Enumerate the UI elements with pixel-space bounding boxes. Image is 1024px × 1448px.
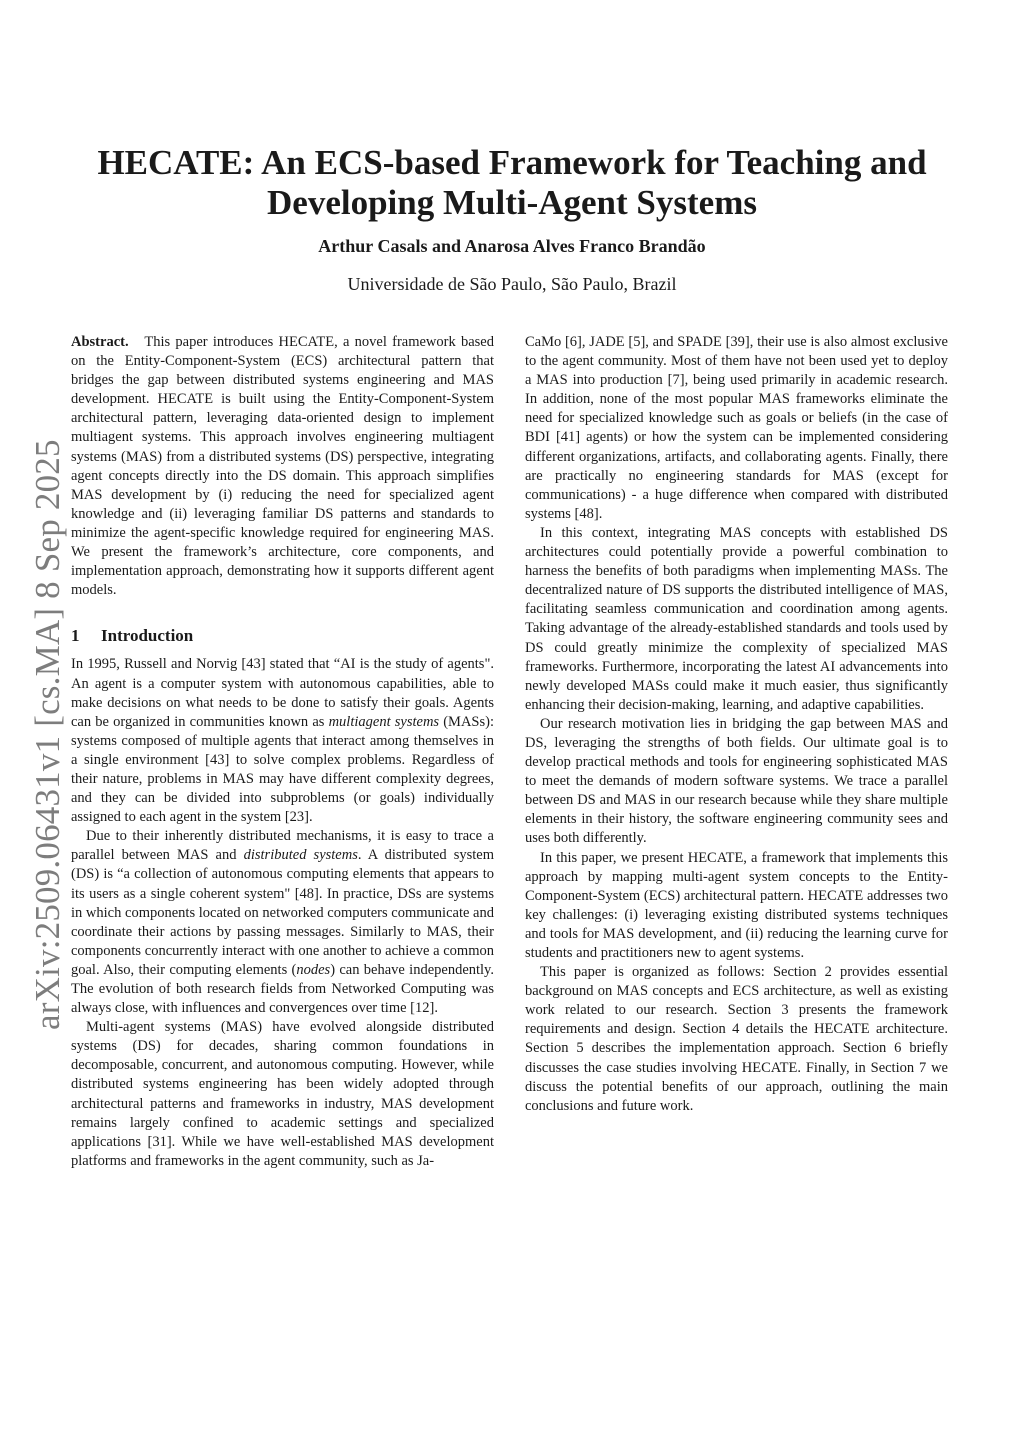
intro-p1-emphasis: multiagent systems [328, 713, 440, 730]
right-column [525, 333, 948, 1116]
abstract [71, 333, 494, 600]
intro-p2-text-a: Due to their inherently distributed mechanisms, it is easy to trace a parallel between MAS and [71, 828, 494, 864]
authors: Arthur Casals and Anarosa Alves Franco Brandão [318, 236, 706, 256]
affiliation: Universidade de São Paulo, São Paulo, Brazil [347, 274, 677, 294]
intro-p3-text-left: Multi-agent systems (MAS) have evolved alongside distributed systems (DS) for decades, sharing common foundations in decomposable, concurrent, and autonomous computing. However, while distributed systems engineering has been widely adopted through architectural patterns and frameworks in industry, MAS development remains largely confined to academic settings and specialized applications [31]. While we have well-established MAS development platforms and frameworks in the agent community, such as Ja- [71, 1019, 494, 1169]
intro-paragraph-3-start [71, 1018, 494, 1171]
section-heading-introduction [71, 626, 494, 645]
intro-paragraph-5: Our research motivation lies in bridging the gap between MAS and DS, leveraging the strengths of both fields. Our ultimate goal is to develop practical methods and tools for engineering sophisticated MAS to meet the demands of modern software systems. We trace a parallel between DS and MAS in our research because while they share multiple elements in their history, the software engineering community sees and uses both differently. [525, 715, 948, 847]
intro-p2-text-c: ) can behave independently. The evolution of both research fields from Networked Computing was always close, with influences and convergences over time [12]. [71, 961, 494, 1017]
arxiv-side-stamp: arXiv:2509.06431v1 [cs.MA] 8 Sep 2025 [28, 439, 67, 1030]
intro-p2-emphasis-2: nodes [296, 961, 331, 978]
title-line-2: Developing Multi-Agent Systems [267, 183, 757, 222]
intro-p2-emphasis-1: distributed systems [243, 847, 358, 864]
title-line-1: HECATE: An ECS-based Framework for Teaching and [97, 143, 927, 182]
left-column [71, 333, 494, 1171]
intro-p1-text-b: (MASs): systems composed of multiple agents that interact among themselves in a single environment [43] to solve complex problems. Regardless of their nature, problems in MAS may have different complexity degrees, and they can be divided into subproblems (or goals) individually assigned to each agent in the system [23]. [71, 713, 494, 826]
intro-p1-text-a: In 1995, Russell and Norvig [43] stated that “AI is the study of agents". An agent is a computer system with autonomous capabilities, able to make decisions on what needs to be done to satisfy their goals. Agents can be organized in communities known as [71, 656, 494, 730]
intro-paragraph-1 [71, 655, 494, 827]
intro-paragraph-2 [71, 827, 494, 1018]
intro-paragraph-7: This paper is organized as follows: Section 2 provides essential background on MAS concepts and ECS architecture, as well as existing work related to our research. Section 3 presents the framework requirements and design. Section 4 details the HECATE architecture. Section 5 describes the implementation approach. Section 6 briefly discusses the case studies involving HECATE. Finally, in Section 7 we discuss the potential benefits of our approach, outlining the main conclusions and future work. [525, 964, 948, 1114]
section-title: Introduction [101, 626, 194, 646]
intro-paragraph-6: In this paper, we present HECATE, a framework that implements this approach by mapping multi-agent system concepts to the Entity-Component-System (ECS) architectural pattern. HECATE addresses two key challenges: (i) leveraging existing distributed systems techniques and tools for MAS development, and (ii) reducing the learning curve for students and practitioners new to agent systems. [525, 849, 948, 961]
intro-p3-text-right: CaMo [6], JADE [5], and SPADE [39], their use is also almost exclusive to the agent community. Most of them have not been used yet to deploy a MAS into production [7], being used primarily in academic research. In addition, none of the most popular MAS frameworks eliminate the need for specialized knowledge such as goals or beliefs (in the case of BDI [41] agents) or how the system can be implemented considering different organizations, artifacts, and collaborating agents. Finally, there are practically no engineering standards for MAS (except for communications) - a huge difference when compared with distributed systems [48]. [525, 334, 948, 522]
intro-paragraph-4: In this context, integrating MAS concepts with established DS architectures could potentially provide a powerful combination to harness the benefits of both paradigms when implementing MASs. The decentralized nature of DS supports the distributed intelligence of MAS, facilitating seamless communication and coordination among agents. Taking advantage of the already-established standards and tools used by DS could greatly minimize the complexity of specialized MAS frameworks. Furthermore, incorporating the latest AI advancements into newly developed MASs could make it much easier, thus significantly enhancing their decision-making, learning, and adaptive capabilities. [525, 524, 948, 713]
intro-paragraph-3-cont [525, 333, 948, 524]
intro-p2-text-b: . A distributed system (DS) is “a collection of autonomous computing elements that appears to its users as a single coherent system" [48]. In practice, DSs are systems in which components located on networked computers communicate and coordinate their actions by passing messages. Similarly to MAS, their components concurrently interact with one another to achieve a common goal. Also, their computing elements ( [71, 847, 494, 978]
section-number: 1 [71, 626, 80, 646]
paper-title [60, 143, 964, 223]
abstract-label: Abstract. [71, 334, 129, 350]
abstract-text: This paper introduces HECATE, a novel framework based on the Entity-Component-System (ECS) architectural pattern that bridges the gap between distributed systems engineering and MAS development. HECATE is built using the Entity-Component-System architectural pattern, leveraging data-oriented design to implement multiagent systems. This approach involves engineering multiagent systems (MAS) from a distributed systems (DS) perspective, integrating agent concepts directly into the DS domain. This approach simplifies MAS development by (i) reducing the need for specialized agent knowledge and (ii) leveraging familiar DS patterns and standards to minimize the agent-specific knowledge required for engineering MAS. We present the framework’s architecture, core components, and implementation approach, demonstrating how it supports different agent models. [71, 334, 494, 599]
